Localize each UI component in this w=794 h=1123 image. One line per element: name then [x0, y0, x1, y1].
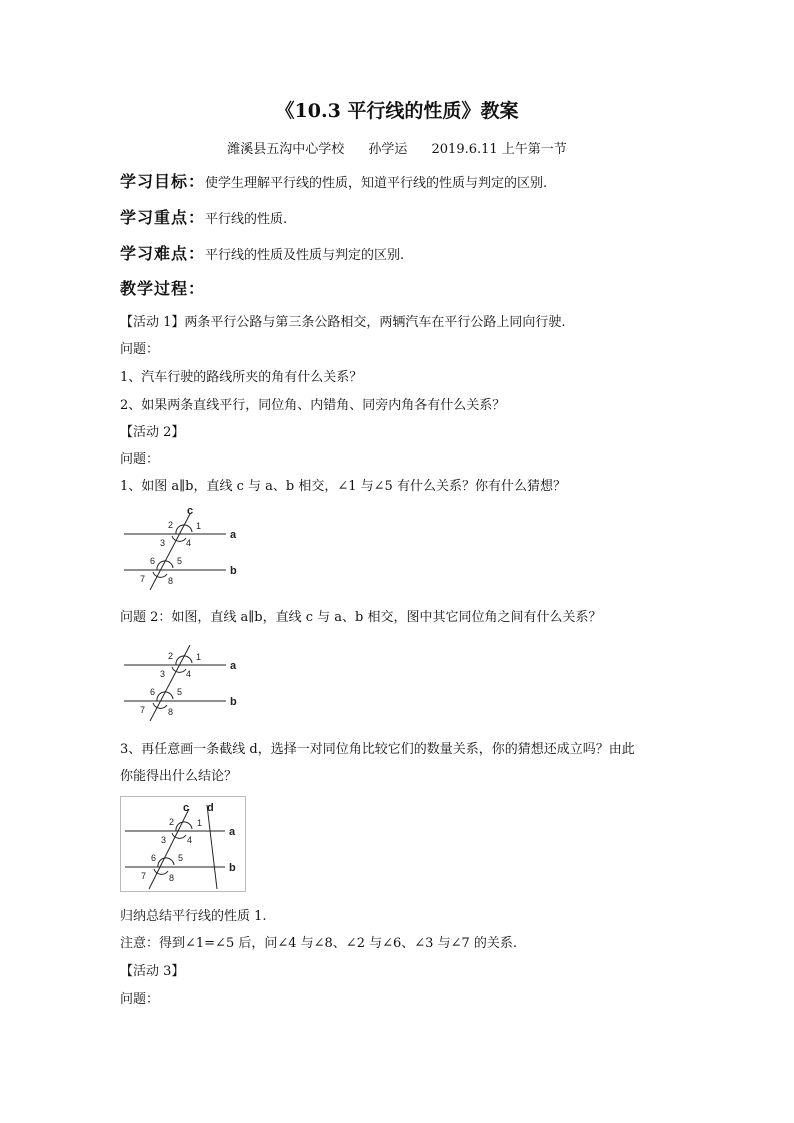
figure-svg-1	[120, 508, 250, 590]
keypoint	[120, 205, 287, 228]
summary-line: 归纳总结平行线的性质 1.	[120, 909, 267, 924]
angle-3: 3	[160, 669, 166, 679]
angle-3: 3	[161, 835, 167, 845]
label-d: d	[207, 802, 214, 814]
label-c: c	[187, 508, 194, 517]
parallel-lines-figure-3	[120, 796, 246, 892]
label-a: a	[230, 660, 237, 672]
parallel-lines-figure-1	[120, 508, 250, 594]
question-1-2: 2、如果两条直线平行，同位角、内错角、同旁内角各有什么关系？	[120, 398, 506, 413]
angle-7: 7	[140, 574, 146, 584]
angle-4: 4	[187, 835, 193, 845]
angle-4: 4	[186, 669, 192, 679]
activity1-line: 【活动 1】两条平行公路与第三条公路相交，两辆汽车在平行公路上同向行驶.	[120, 315, 566, 330]
difficulty-label: 学习难点：	[120, 244, 206, 263]
angle-6: 6	[151, 853, 157, 863]
activity3-line: 【活动 3】	[120, 964, 185, 979]
label-b: b	[229, 862, 236, 874]
figure-svg-3	[121, 797, 245, 891]
questions1-label: 问题：	[120, 342, 160, 357]
note-line: 注意：得到∠1=∠5 后，问∠4 与∠8、∠2 与∠6、∠3 与∠7 的关系.	[120, 936, 517, 951]
angle-6: 6	[150, 687, 156, 697]
angle-7: 7	[141, 871, 147, 881]
page-title: 《10.3 平行线的性质》教案	[275, 100, 519, 122]
question-1-1: 1、汽车行驶的路线所夹的角有什么关系？	[120, 370, 363, 385]
question-2-3b: 你能得出什么结论？	[120, 769, 238, 784]
question-2-3a: 3、再任意画一条截线 d，选择一对同位角比较它们的数量关系，你的猜想还成立吗？由此	[120, 742, 635, 757]
angle-1: 1	[197, 818, 203, 828]
difficulty	[120, 241, 404, 264]
school-name: 潍溪县五沟中心学校	[227, 142, 345, 157]
teacher-name: 孙学运	[368, 142, 408, 157]
label-b: b	[230, 696, 237, 708]
parallel-lines-figure-2	[120, 639, 250, 725]
angle-1: 1	[196, 652, 202, 662]
question-2-1: 1、如图 a∥b，直线 c 与 a、b 相交，∠1 与∠5 有什么关系？你有什么猜想？	[120, 479, 566, 494]
objectives-text: 使学生理解平行线的性质，知道平行线的性质与判定的区别.	[205, 176, 548, 191]
process-heading: 教学过程：	[120, 279, 206, 298]
angle-5: 5	[177, 556, 183, 566]
lesson-date: 2019.6.11 上午第一节	[431, 142, 567, 157]
angle-2: 2	[169, 817, 175, 827]
angle-7: 7	[140, 705, 146, 715]
angle-5: 5	[178, 853, 184, 863]
angle-4: 4	[186, 538, 192, 548]
difficulty-text: 平行线的性质及性质与判定的区别.	[205, 248, 405, 263]
keypoint-label: 学习重点：	[120, 208, 206, 227]
angle-5: 5	[177, 687, 183, 697]
figure-svg-2	[120, 639, 250, 721]
subtitle	[0, 138, 794, 157]
keypoint-text: 平行线的性质.	[205, 212, 288, 227]
angle-6: 6	[150, 556, 156, 566]
angle-8: 8	[168, 707, 174, 717]
angle-3: 3	[160, 538, 166, 548]
question-2-2: 问题 2：如图，直线 a∥b，直线 c 与 a、b 相交，图中其它同位角之间有什么关系？	[120, 610, 602, 625]
objectives	[120, 169, 547, 192]
label-b: b	[230, 565, 237, 577]
angle-2: 2	[168, 651, 174, 661]
label-a: a	[229, 826, 236, 838]
angle-8: 8	[169, 873, 175, 883]
activity2-line: 【活动 2】	[120, 425, 185, 440]
label-c: c	[183, 802, 190, 814]
angle-2: 2	[168, 520, 174, 530]
angle-1: 1	[196, 521, 202, 531]
objectives-label: 学习目标：	[120, 172, 206, 191]
questions2-label: 问题：	[120, 452, 160, 467]
label-a: a	[230, 529, 237, 541]
questions3-label: 问题：	[120, 992, 160, 1007]
angle-8: 8	[168, 576, 174, 586]
